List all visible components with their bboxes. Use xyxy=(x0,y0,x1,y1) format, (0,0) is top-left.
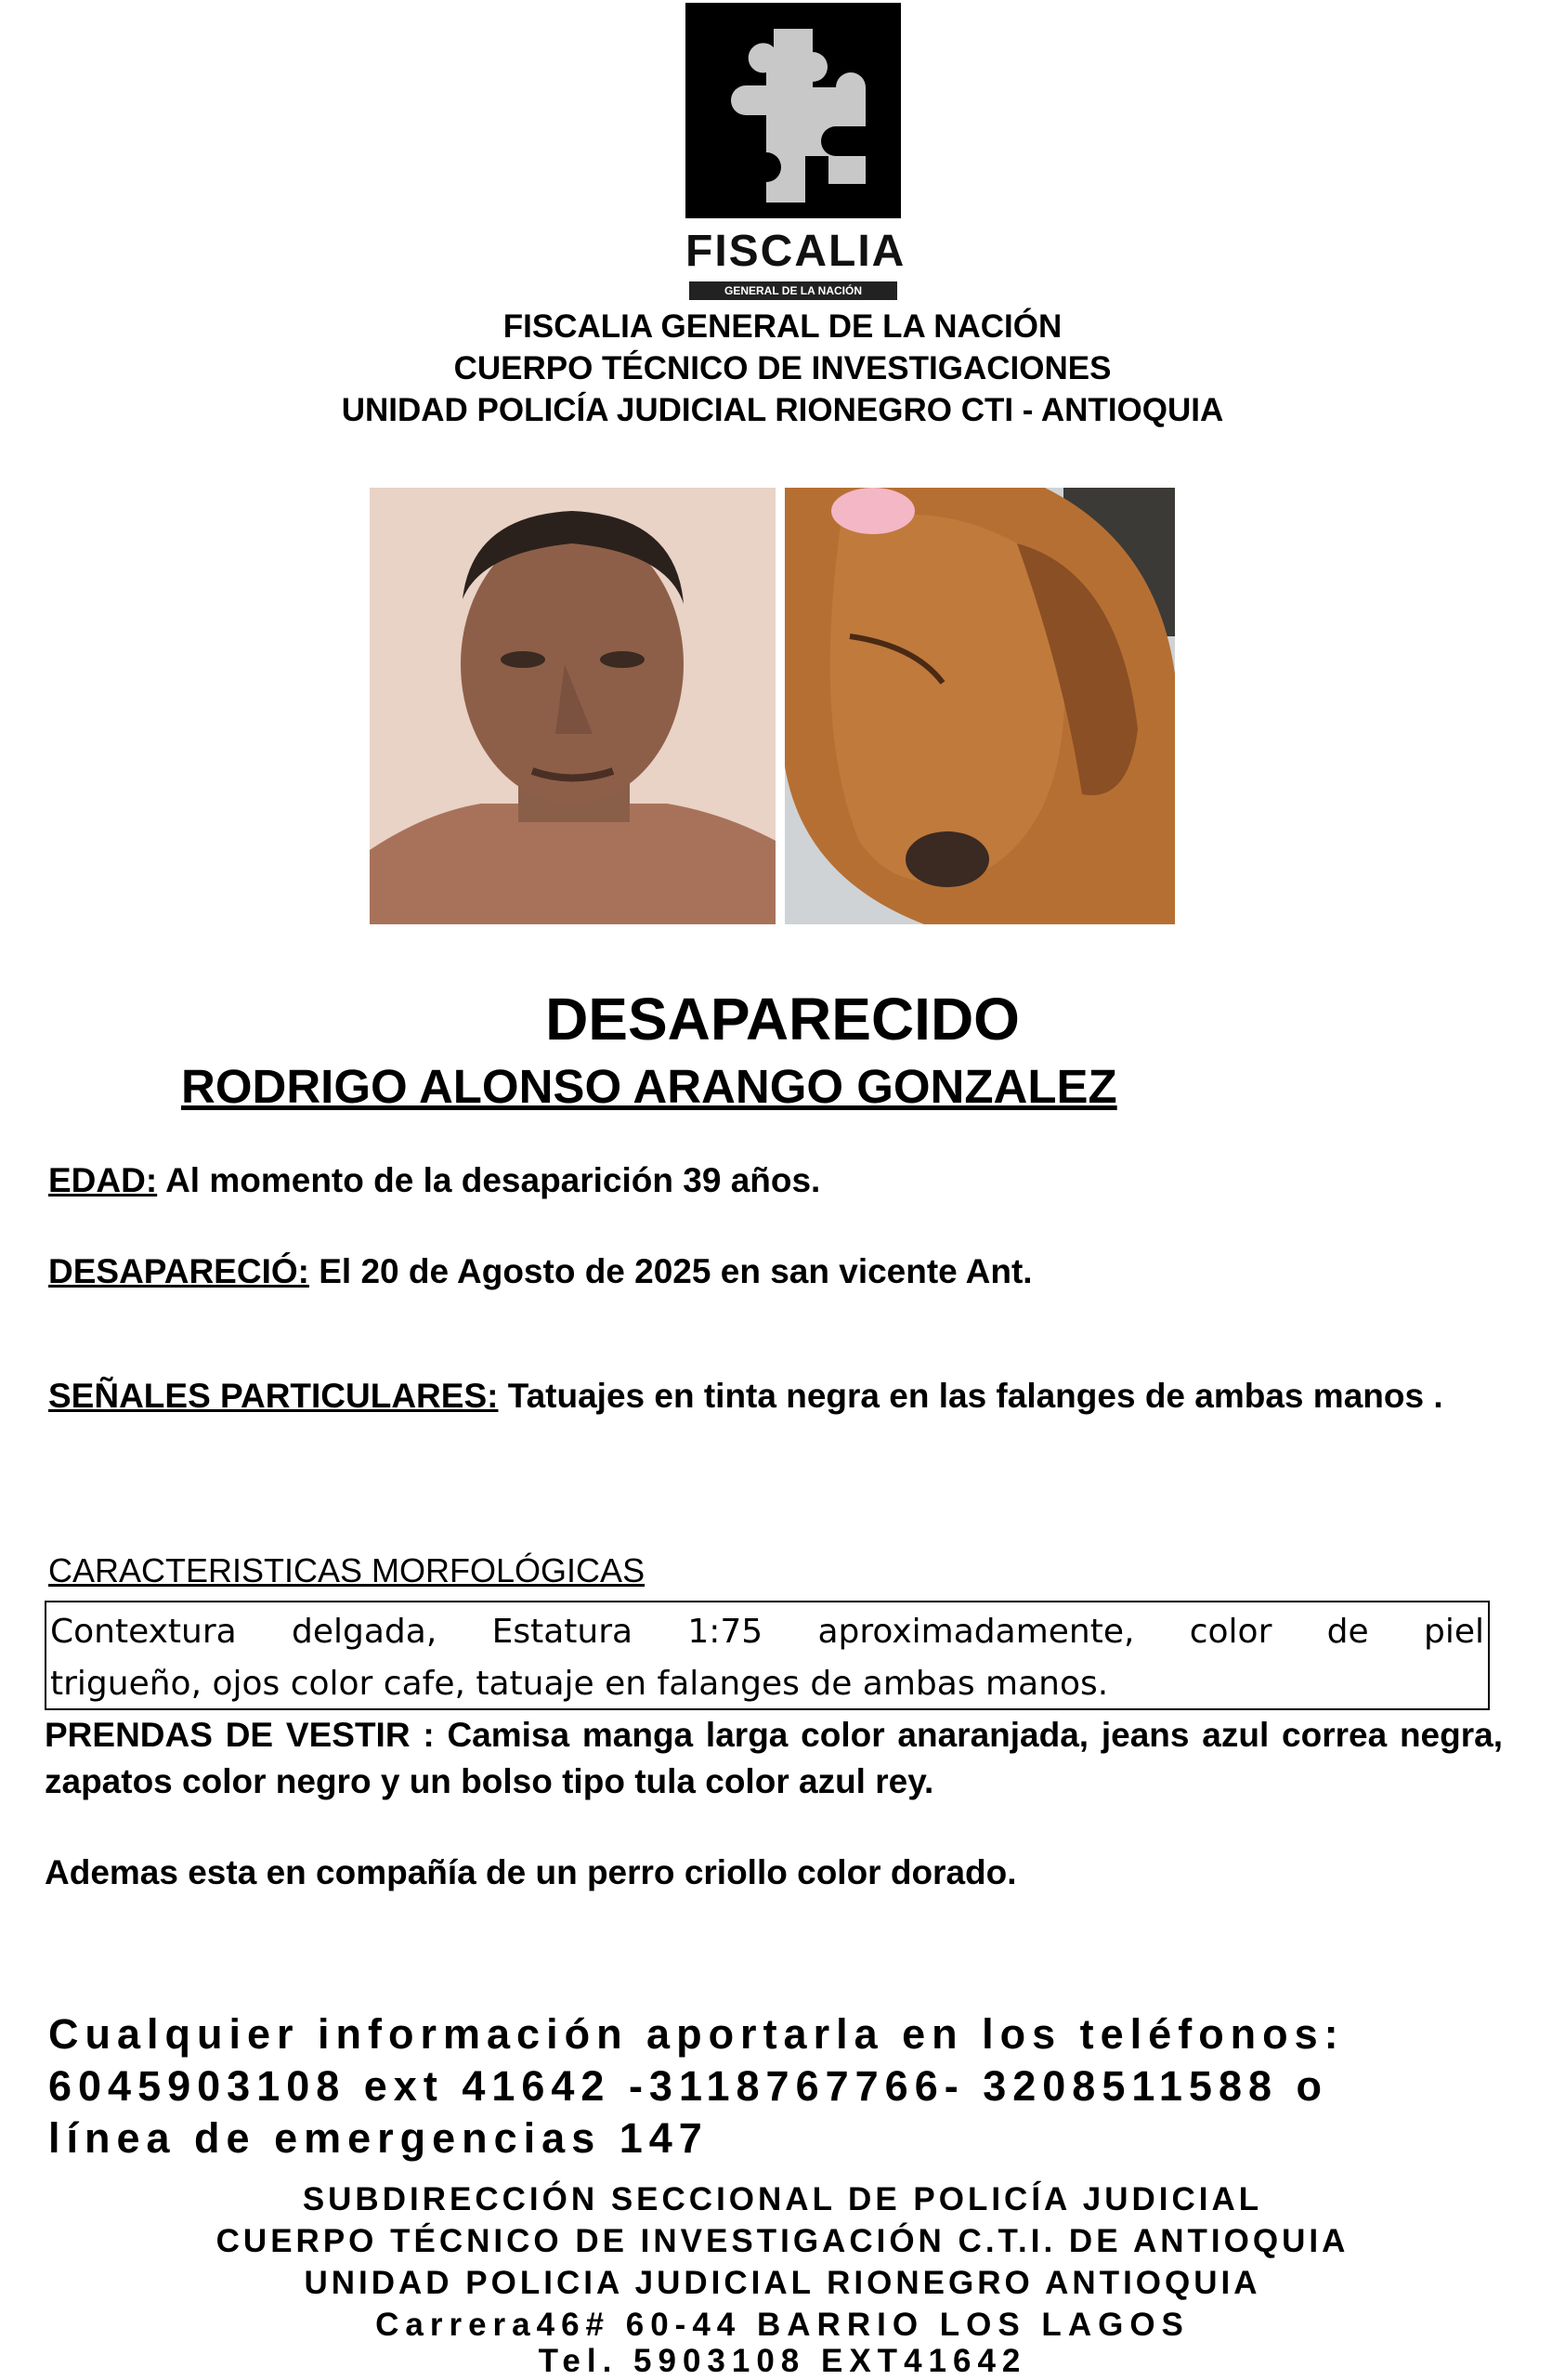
footer-line-3: UNIDAD POLICIA JUDICIAL RIONEGRO ANTIOQUIA xyxy=(304,2265,1261,2301)
desaparecio-value: El 20 de Agosto de 2025 en san vicente Ant. xyxy=(308,1252,1033,1290)
edad-field xyxy=(48,1161,820,1200)
senales-label: SEÑALES PARTICULARES: xyxy=(48,1377,499,1415)
footer-line-4: Carrera46# 60-44 BARRIO LOS LAGOS xyxy=(375,2307,1190,2343)
header-line-3: UNIDAD POLICÍA JUDICIAL RIONEGRO CTI - ANTIOQUIA xyxy=(341,392,1224,428)
header-line-1: FISCALIA GENERAL DE LA NACIÓN xyxy=(502,308,1063,345)
morfologicas-label: CARACTERISTICAS MORFOLÓGICAS xyxy=(48,1551,646,1589)
footer-line-5: Tel. 5903108 EXT41642 xyxy=(538,2343,1027,2379)
prendas-field: PRENDAS DE VESTIR : Camisa manga larga color anaranjada, jeans azul correa negra, zapatos color negro y un bolso tipo tula color azul rey. xyxy=(45,1716,1503,1800)
puzzle-piece-icon xyxy=(685,3,901,218)
header-line-2: CUERPO TÉCNICO DE INVESTIGACIONES xyxy=(453,350,1112,386)
footer-line-1: SUBDIRECCIÓN SECCIONAL DE POLICÍA JUDICIAL xyxy=(302,2181,1263,2217)
morfologicas-line-1: Contextura delgada, Estatura 1:75 aproximadamente, color de piel xyxy=(50,1613,1484,1651)
morfologicas-line-2: trigueño, ojos color cafe, tatuaje en falanges de ambas manos. xyxy=(50,1665,1109,1703)
contact-line-1: Cualquier información aportarla en los teléfonos: xyxy=(48,2010,1345,2058)
morfologicas-box xyxy=(45,1601,1490,1710)
contact-line-2: 6045903108 ext 41642 -3118767766- 3208511588 o xyxy=(48,2062,1328,2110)
logo-emblem xyxy=(685,3,901,218)
desaparecio-label: DESAPARECIÓ: xyxy=(48,1252,309,1290)
desaparecio-field xyxy=(48,1252,1033,1291)
fiscalia-logo xyxy=(685,3,906,300)
senales-value: Tatuajes en tinta negra en las falanges de ambas manos . xyxy=(498,1377,1443,1415)
dog-photo xyxy=(785,488,1175,924)
logo-word: FISCALIA xyxy=(685,227,906,276)
edad-label: EDAD: xyxy=(48,1161,158,1199)
ademas-field: Ademas esta en compañía de un perro criollo color dorado. xyxy=(45,1853,1017,1891)
logo-subtitle: GENERAL DE LA NACIÓN xyxy=(689,281,897,300)
contact-line-3: línea de emergencias 147 xyxy=(48,2114,709,2162)
person-photo xyxy=(370,488,776,924)
missing-title: DESAPARECIDO xyxy=(545,986,1020,1053)
footer-line-2: CUERPO TÉCNICO DE INVESTIGACIÓN C.T.I. DE ANTIOQUIA xyxy=(215,2223,1350,2259)
missing-person-name: RODRIGO ALONSO ARANGO GONZALEZ xyxy=(181,1060,1117,1113)
senales-field xyxy=(48,1373,1497,1419)
edad-value: Al momento de la desaparición 39 años. xyxy=(157,1161,821,1199)
